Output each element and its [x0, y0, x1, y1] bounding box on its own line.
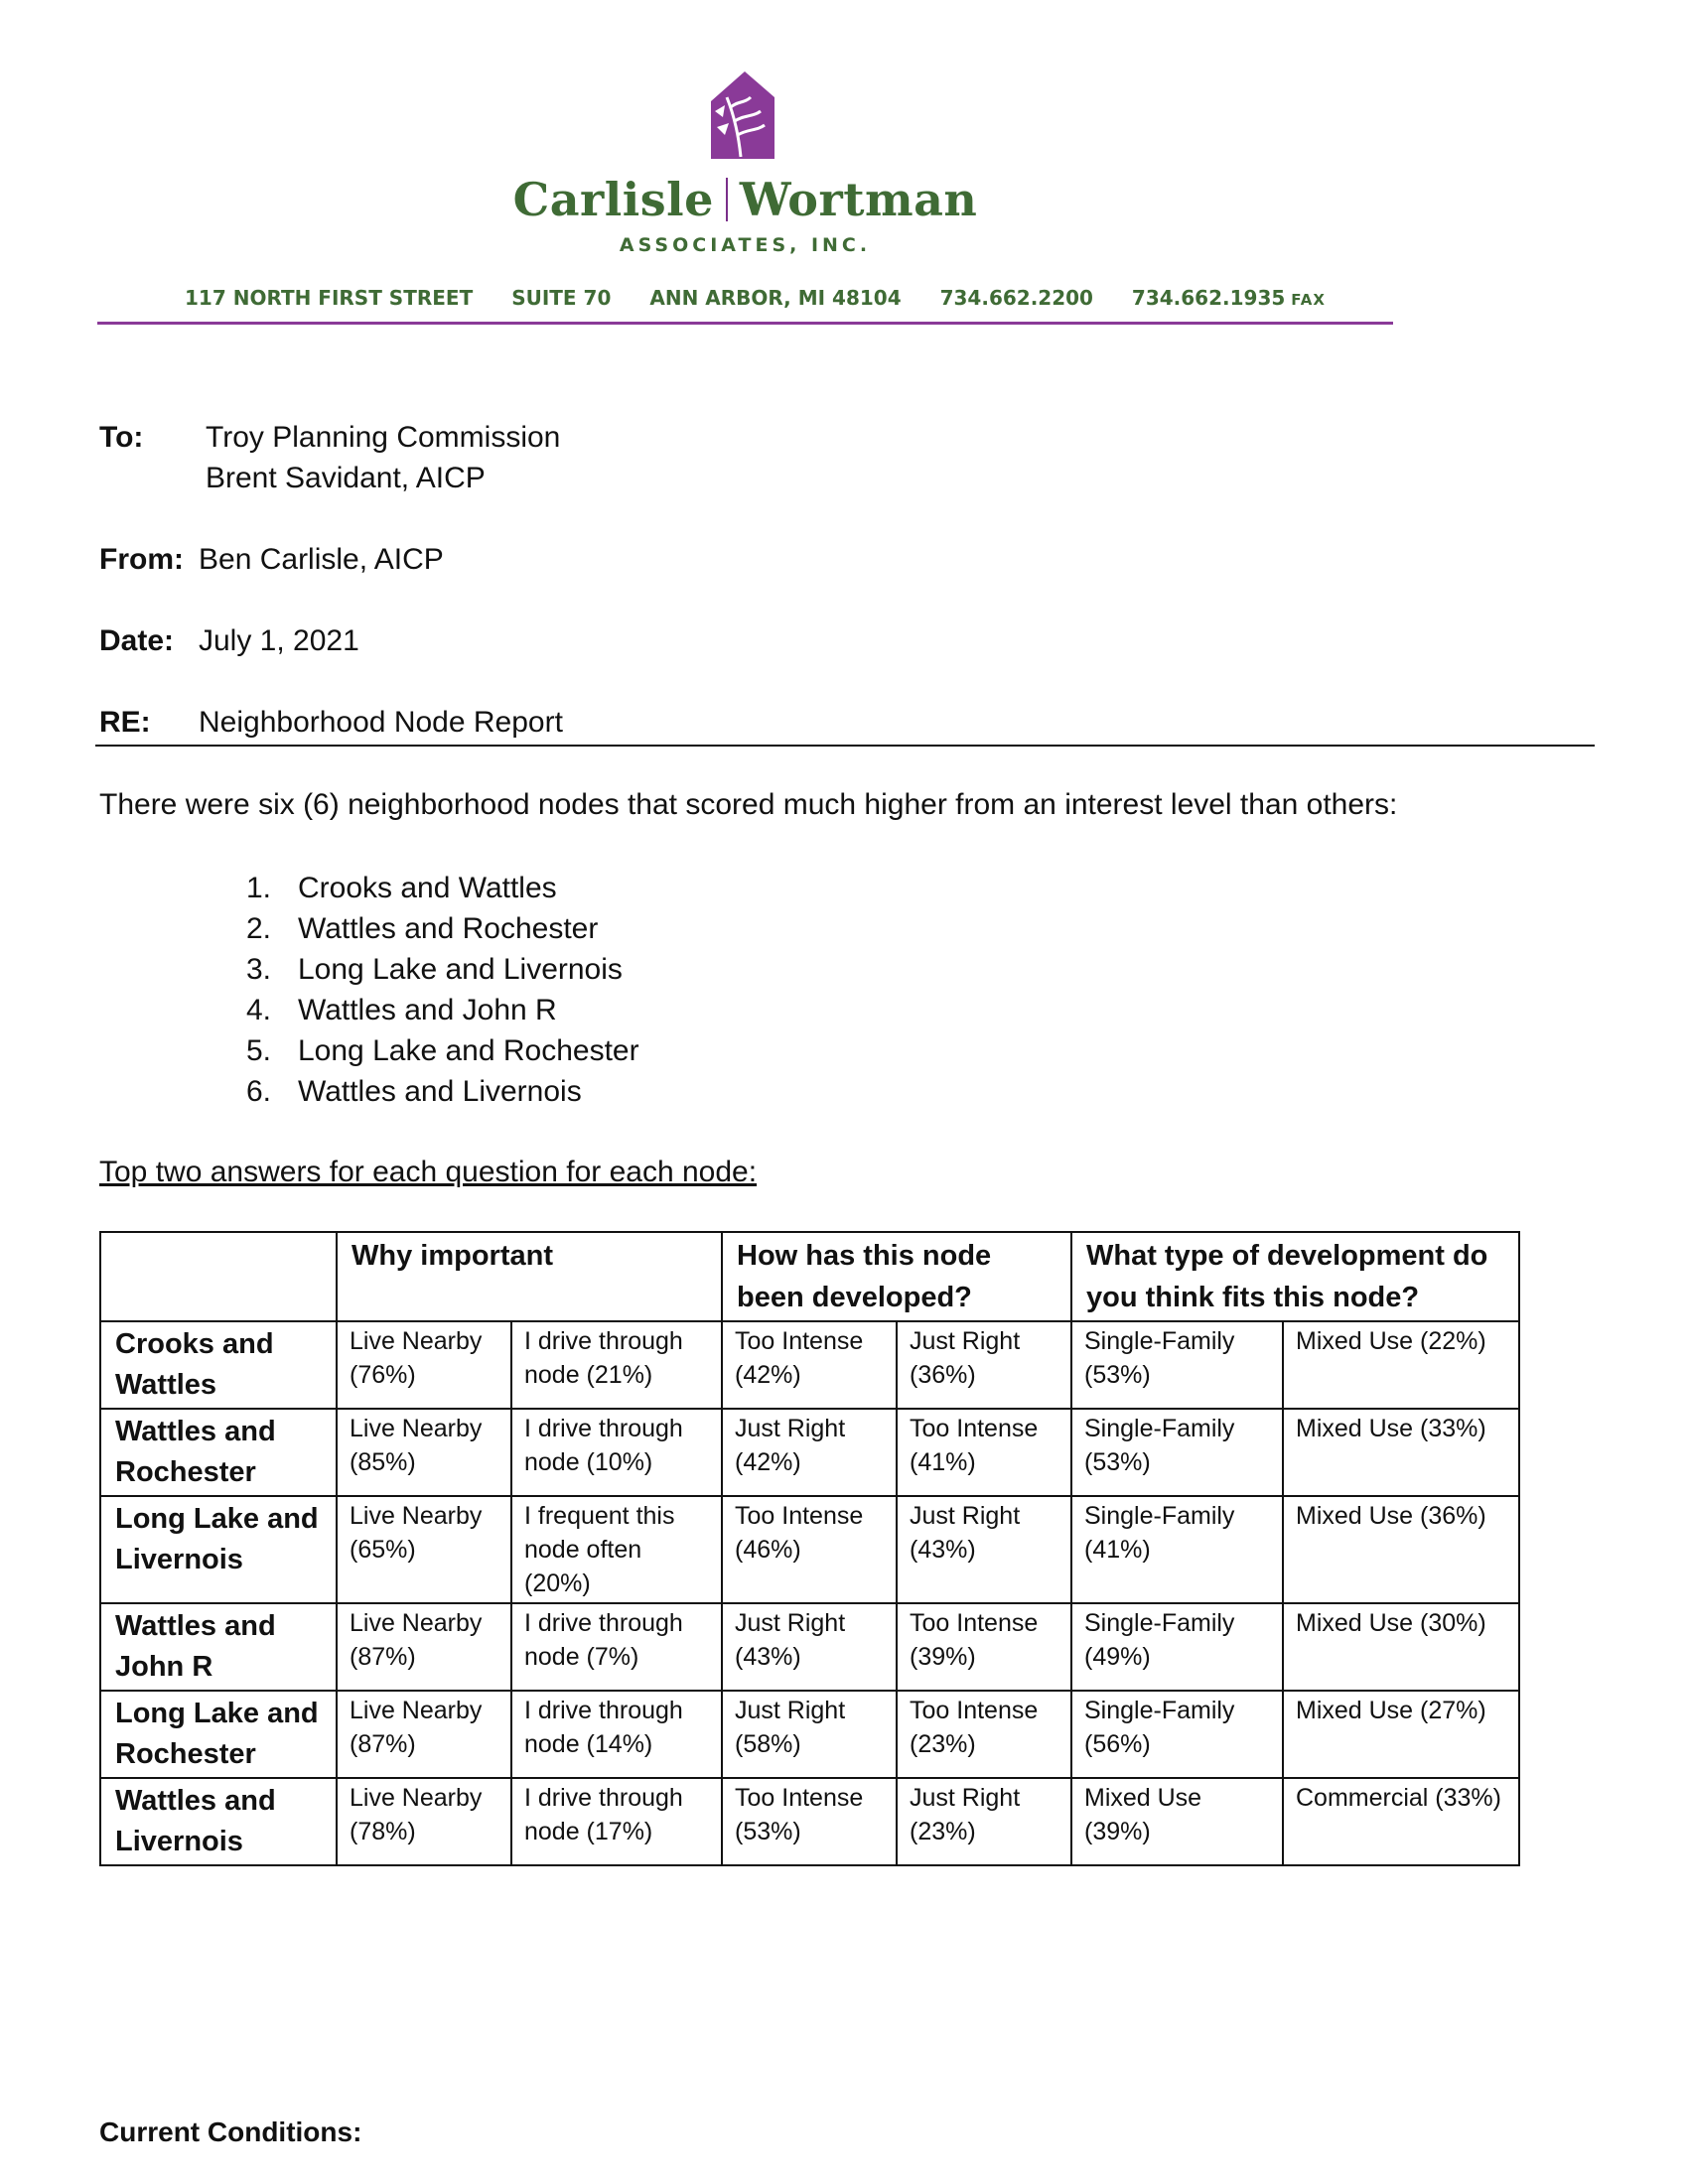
cell-type-1: Single-Family (41%): [1071, 1496, 1283, 1603]
list-number: 4.: [246, 994, 272, 1026]
list-item: [246, 949, 639, 990]
cell-why-2: I drive through node (7%): [511, 1603, 722, 1691]
list-number: 6.: [246, 1075, 272, 1108]
table-row: [100, 1691, 1519, 1778]
list-item: [246, 908, 639, 949]
row-node-name: Long Lake and Rochester: [100, 1691, 337, 1778]
cell-type-1: Single-Family (53%): [1071, 1321, 1283, 1409]
cell-dev-1: Just Right (43%): [722, 1603, 897, 1691]
node-survey-table: [99, 1231, 1520, 1866]
row-node-name: Wattles and Rochester: [100, 1409, 337, 1496]
memo-date: [99, 624, 359, 658]
list-number: 3.: [246, 953, 272, 986]
cell-why-1: Live Nearby (87%): [337, 1603, 511, 1691]
letterhead-divider: [97, 322, 1393, 325]
brand-associates: ASSOCIATES, INC.: [619, 234, 872, 256]
list-item-name: Wattles and John R: [298, 994, 557, 1026]
list-item-name: Wattles and Livernois: [298, 1075, 582, 1108]
brand-left: Carlisle: [512, 173, 714, 226]
table-row: [100, 1496, 1519, 1603]
list-item: [246, 1030, 639, 1071]
list-item-name: Long Lake and Livernois: [298, 953, 623, 986]
cell-why-2: I drive through node (17%): [511, 1778, 722, 1865]
cell-dev-2: Too Intense (41%): [897, 1409, 1071, 1496]
cell-why-2: I drive through node (21%): [511, 1321, 722, 1409]
header-blank: [100, 1232, 337, 1321]
table-heading: Top two answers for each question for each node:: [99, 1156, 758, 1188]
re-value: Neighborhood Node Report: [199, 706, 563, 739]
to-line1: Troy Planning Commission: [206, 421, 561, 454]
from-value: Ben Carlisle, AICP: [199, 543, 444, 576]
table-row: [100, 1321, 1519, 1409]
cell-why-1: Live Nearby (76%): [337, 1321, 511, 1409]
to-line2: Brent Savidant, AICP: [206, 462, 486, 494]
table-header-row: [100, 1232, 1519, 1321]
list-item: [246, 1071, 639, 1112]
cell-why-1: Live Nearby (65%): [337, 1496, 511, 1603]
to-label: To:: [99, 421, 144, 454]
phone-number: 734.662.2200: [939, 286, 1093, 310]
table-row: [100, 1778, 1519, 1865]
cell-type-1: Single-Family (56%): [1071, 1691, 1283, 1778]
fax-number: 734.662.1935: [1131, 286, 1286, 310]
list-item: [246, 868, 639, 908]
list-item: [246, 990, 639, 1030]
cell-dev-2: Too Intense (39%): [897, 1603, 1071, 1691]
cell-dev-2: Just Right (23%): [897, 1778, 1071, 1865]
cell-type-2: Mixed Use (22%): [1283, 1321, 1519, 1409]
cell-type-2: Commercial (33%): [1283, 1778, 1519, 1865]
header-why-important: Why important: [337, 1232, 722, 1321]
cell-dev-2: Just Right (36%): [897, 1321, 1071, 1409]
from-label: From:: [99, 543, 184, 576]
house-leaf-logo-icon: [705, 68, 780, 163]
table-row: [100, 1409, 1519, 1496]
address-city: ANN ARBOR, MI 48104: [649, 286, 902, 310]
row-node-name: Long Lake and Livernois: [100, 1496, 337, 1603]
cell-dev-1: Too Intense (42%): [722, 1321, 897, 1409]
cell-why-2: I frequent this node often (20%): [511, 1496, 722, 1603]
row-node-name: Wattles and John R: [100, 1603, 337, 1691]
cell-dev-1: Just Right (42%): [722, 1409, 897, 1496]
cell-dev-1: Too Intense (53%): [722, 1778, 897, 1865]
brand-name: [97, 173, 1393, 226]
brand-right: Wortman: [739, 173, 978, 226]
cell-dev-2: Just Right (43%): [897, 1496, 1071, 1603]
list-item-name: Crooks and Wattles: [298, 872, 557, 904]
cell-type-2: Mixed Use (36%): [1283, 1496, 1519, 1603]
re-label: RE:: [99, 706, 151, 739]
cell-type-1: Single-Family (53%): [1071, 1409, 1283, 1496]
header-how-developed: How has this node been developed?: [722, 1232, 1071, 1321]
intro-paragraph: There were six (6) neighborhood nodes that scored much higher from an interest level than others:: [99, 788, 1398, 821]
cell-why-2: I drive through node (10%): [511, 1409, 722, 1496]
cell-dev-1: Just Right (58%): [722, 1691, 897, 1778]
brand-divider: [726, 178, 728, 221]
list-item-name: Long Lake and Rochester: [298, 1034, 639, 1067]
current-conditions-heading: Current Conditions:: [99, 2116, 362, 2147]
fax-label: FAX: [1291, 291, 1326, 309]
row-node-name: Crooks and Wattles: [100, 1321, 337, 1409]
list-item-name: Wattles and Rochester: [298, 912, 599, 945]
address-suite: SUITE 70: [511, 286, 612, 310]
cell-dev-2: Too Intense (23%): [897, 1691, 1071, 1778]
date-label: Date:: [99, 624, 175, 657]
cell-why-1: Live Nearby (85%): [337, 1409, 511, 1496]
cell-type-1: Mixed Use (39%): [1071, 1778, 1283, 1865]
memo-to: [99, 421, 561, 494]
cell-dev-1: Too Intense (46%): [722, 1496, 897, 1603]
list-number: 2.: [246, 912, 272, 945]
row-node-name: Wattles and Livernois: [100, 1778, 337, 1865]
cell-type-2: Mixed Use (27%): [1283, 1691, 1519, 1778]
header-development-type: What type of development do you think fits this node?: [1071, 1232, 1519, 1321]
cell-why-2: I drive through node (14%): [511, 1691, 722, 1778]
cell-why-1: Live Nearby (87%): [337, 1691, 511, 1778]
list-number: 1.: [246, 872, 272, 904]
cell-type-2: Mixed Use (33%): [1283, 1409, 1519, 1496]
date-value: July 1, 2021: [199, 624, 359, 657]
re-divider: [95, 745, 1595, 747]
node-list: [246, 868, 639, 1112]
cell-type-2: Mixed Use (30%): [1283, 1603, 1519, 1691]
list-number: 5.: [246, 1034, 272, 1067]
cell-why-1: Live Nearby (78%): [337, 1778, 511, 1865]
address-line: [185, 286, 1357, 310]
address-street: 117 NORTH FIRST STREET: [185, 286, 474, 310]
memo-re: [99, 706, 563, 740]
cell-type-1: Single-Family (49%): [1071, 1603, 1283, 1691]
table-row: [100, 1603, 1519, 1691]
letterhead: [97, 62, 1393, 330]
memo-from: [99, 543, 444, 577]
